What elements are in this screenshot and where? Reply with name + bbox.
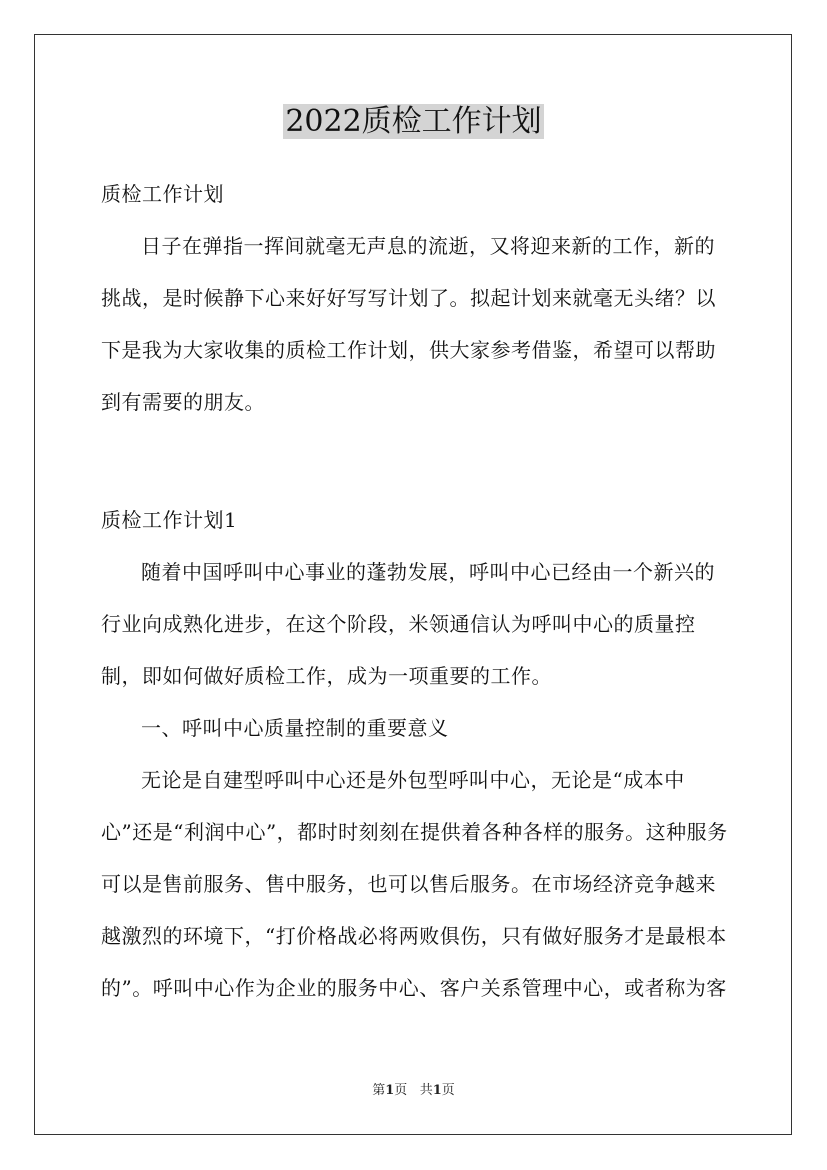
footer-page-suffix: 页	[394, 1083, 408, 1098]
page-footer	[0, 1082, 827, 1100]
document-title-text: 2022质检工作计划	[285, 104, 542, 139]
body-paragraph: 随着中国呼叫中心事业的蓬勃发展，呼叫中心已经由一个新兴的行业向成熟化进步，在这个阶段，米领通信认为呼叫中心的质量控制，即如何做好质检工作，成为一项重要的工作。	[101, 560, 715, 688]
document-title	[0, 100, 827, 144]
footer-total-suffix: 页	[441, 1083, 455, 1098]
body-paragraph: 无论是自建型呼叫中心还是外包型呼叫中心，无论是“成本中心”还是“利润中心”，都时时刻刻在提供着各种各样的服务。这种服务可以是售前服务、售中服务，也可以售后服务。在市场经济竞争越来越激烈的环境下，“打价格战必将两败俱伤，只有做好服务才是最根本的”。呼叫中心作为企业的服务中心、客户关系管理中心，或者称为客	[101, 768, 728, 1000]
footer-page-number: 1	[385, 1083, 395, 1098]
section-1	[101, 168, 729, 428]
intro-paragraph: 日子在弹指一挥间就毫无声息的流逝，又将迎来新的工作，新的挑战，是时候静下心来好好写写计划了。拟起计划来就毫无头绪？以下是我为大家收集的质检工作计划，供大家参考借鉴，希望可以帮助到有需要的朋友。	[101, 234, 716, 414]
subheading: 一、呼叫中心质量控制的重要意义	[141, 716, 449, 740]
section-heading: 质检工作计划	[101, 182, 224, 206]
section-heading: 质检工作计划1	[101, 508, 238, 532]
footer-total-prefix: 共	[419, 1083, 433, 1098]
section-2	[101, 494, 729, 1014]
footer-page-prefix: 第	[372, 1083, 386, 1098]
footer-page-total: 1	[432, 1083, 442, 1098]
